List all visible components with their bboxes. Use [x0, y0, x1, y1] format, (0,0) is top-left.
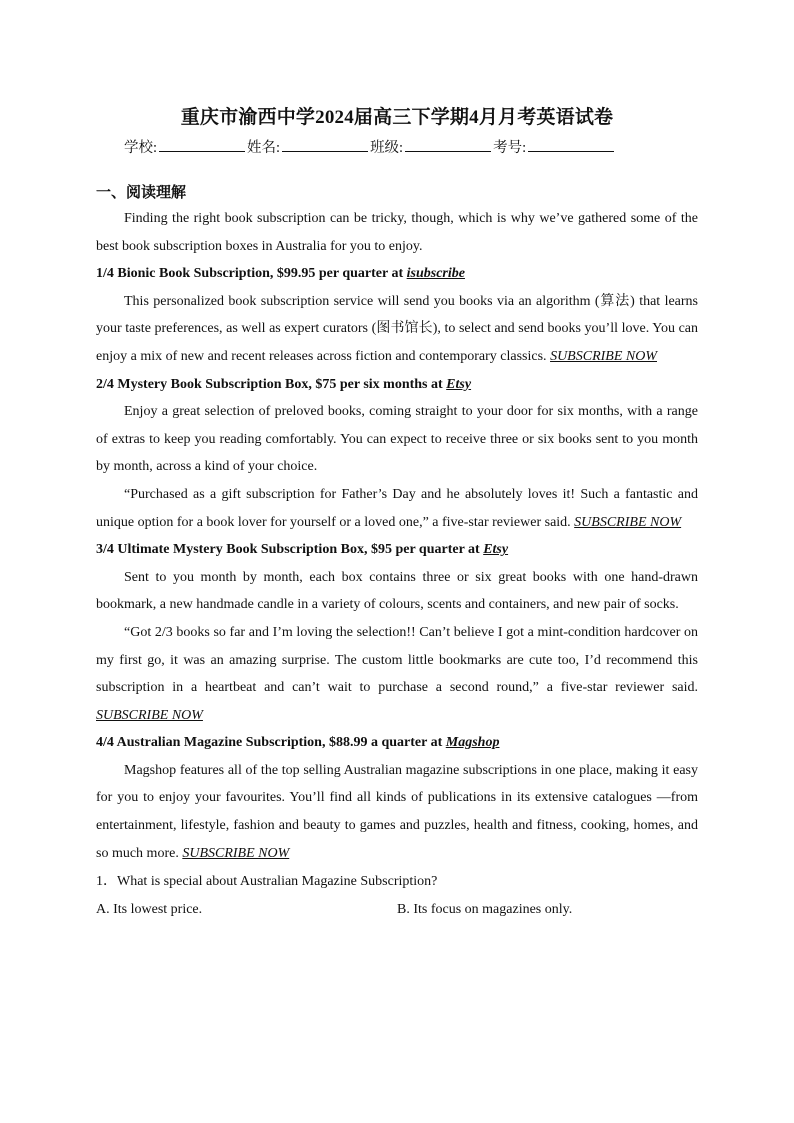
- store-link-etsy-2[interactable]: Etsy: [483, 542, 509, 558]
- item-paragraph-2-2: [96, 481, 698, 536]
- question-1-options: [96, 896, 698, 924]
- exam-title: 重庆市渝西中学2024届高三下学期4月月考英语试卷: [180, 107, 614, 128]
- reading-section: [96, 182, 698, 923]
- item-heading-4: [96, 729, 698, 757]
- item-paragraph-3-2: [96, 619, 698, 729]
- exam-number-blank[interactable]: [528, 137, 614, 152]
- option-a[interactable]: A. Its lowest price.: [96, 901, 203, 917]
- item-heading-1: [96, 260, 698, 288]
- class-blank[interactable]: [405, 137, 491, 152]
- item-paragraph-3-1: Sent to you month by month, each box contains three or six great books with one hand-drawn bookmark, a new handmade candle in a variety of colours, scents and containers, and new pair of socks.: [96, 569, 698, 613]
- item-heading-2: [96, 371, 698, 399]
- subscribe-now-link-3[interactable]: SUBSCRIBE NOW: [96, 707, 203, 723]
- subscribe-now-link-2[interactable]: SUBSCRIBE NOW: [574, 514, 682, 530]
- item-paragraph-text: This personalized book subscription service will send you books via an algorithm (算法) that learns your taste preferences, as well as expert curators (图书馆长), to select and send books you’ll love. You can enjoy a mix of new and recent releases across fiction and contemporary classics.: [96, 293, 698, 364]
- item-paragraph-text: Magshop features all of the top selling Australian magazine subscriptions in one place, making it easy for you to enjoy your favourites. You’ll find all kinds of publications in its extensive catalogues —from entertainment, lifestyle, fashion and beauty to games and puzzles, health and fitness, cooking, homes, and so much more.: [96, 762, 698, 861]
- school-label: 学校:: [124, 140, 158, 156]
- item-paragraph-4-1: [96, 757, 698, 867]
- item-paragraph-text: “Purchased as a gift subscription for Father’s Day and he absolutely loves it! Such a fantastic and unique option for a book lover for yourself or a loved one,” a five-star reviewer said.: [96, 486, 698, 530]
- subscribe-now-link-4[interactable]: SUBSCRIBE NOW: [182, 845, 290, 861]
- option-b[interactable]: B. Its focus on magazines only.: [397, 901, 573, 917]
- item-heading-text-3: 3/4 Ultimate Mystery Book Subscription Box, $95 per quarter at: [96, 542, 484, 558]
- question-1: 1．What is special about Australian Magazine Subscription?: [96, 874, 438, 890]
- item-paragraph-1-1: [96, 288, 698, 371]
- subscribe-now-link-1[interactable]: SUBSCRIBE NOW: [550, 348, 657, 364]
- item-heading-text-4: 4/4 Australian Magazine Subscription, $88.99 a quarter at: [96, 735, 446, 751]
- store-link-magshop[interactable]: Magshop: [445, 735, 500, 751]
- intro-paragraph: Finding the right book subscription can be tricky, though, which is why we’ve gathered some of the best book subscription boxes in Australia for you to enjoy.: [96, 211, 698, 254]
- name-label: 姓名:: [247, 140, 281, 156]
- item-heading-text-2: 2/4 Mystery Book Subscription Box, $75 per six months at: [96, 376, 447, 392]
- name-blank[interactable]: [282, 137, 368, 152]
- store-link-isubscribe[interactable]: isubscribe: [406, 266, 465, 282]
- item-heading-3: [96, 536, 698, 564]
- student-info-line: [124, 136, 684, 157]
- section-title: 一、阅读理解: [96, 185, 187, 201]
- class-label: 班级:: [370, 140, 404, 156]
- exam-number-label: 考号:: [493, 140, 527, 156]
- item-paragraph-2-1: Enjoy a great selection of preloved books, coming straight to your door for six months, with a range of extras to keep you reading comfortably. You can expect to receive three or six books sent to you month by month, across a kind of your choice.: [96, 404, 698, 475]
- item-paragraph-text: “Got 2/3 books so far and I’m loving the selection!! Can’t believe I got a mint-condition hardcover on my first go, it was an amazing surprise. The custom little bookmarks are cute too, I’d recommend this subscription in a heartbeat and can’t wait to purchase a second round,” a five-star reviewer said.: [96, 624, 698, 696]
- store-link-etsy-1[interactable]: Etsy: [446, 376, 472, 392]
- school-blank[interactable]: [159, 137, 245, 152]
- item-heading-text-1: 1/4 Bionic Book Subscription, $99.95 per quarter at: [96, 266, 407, 282]
